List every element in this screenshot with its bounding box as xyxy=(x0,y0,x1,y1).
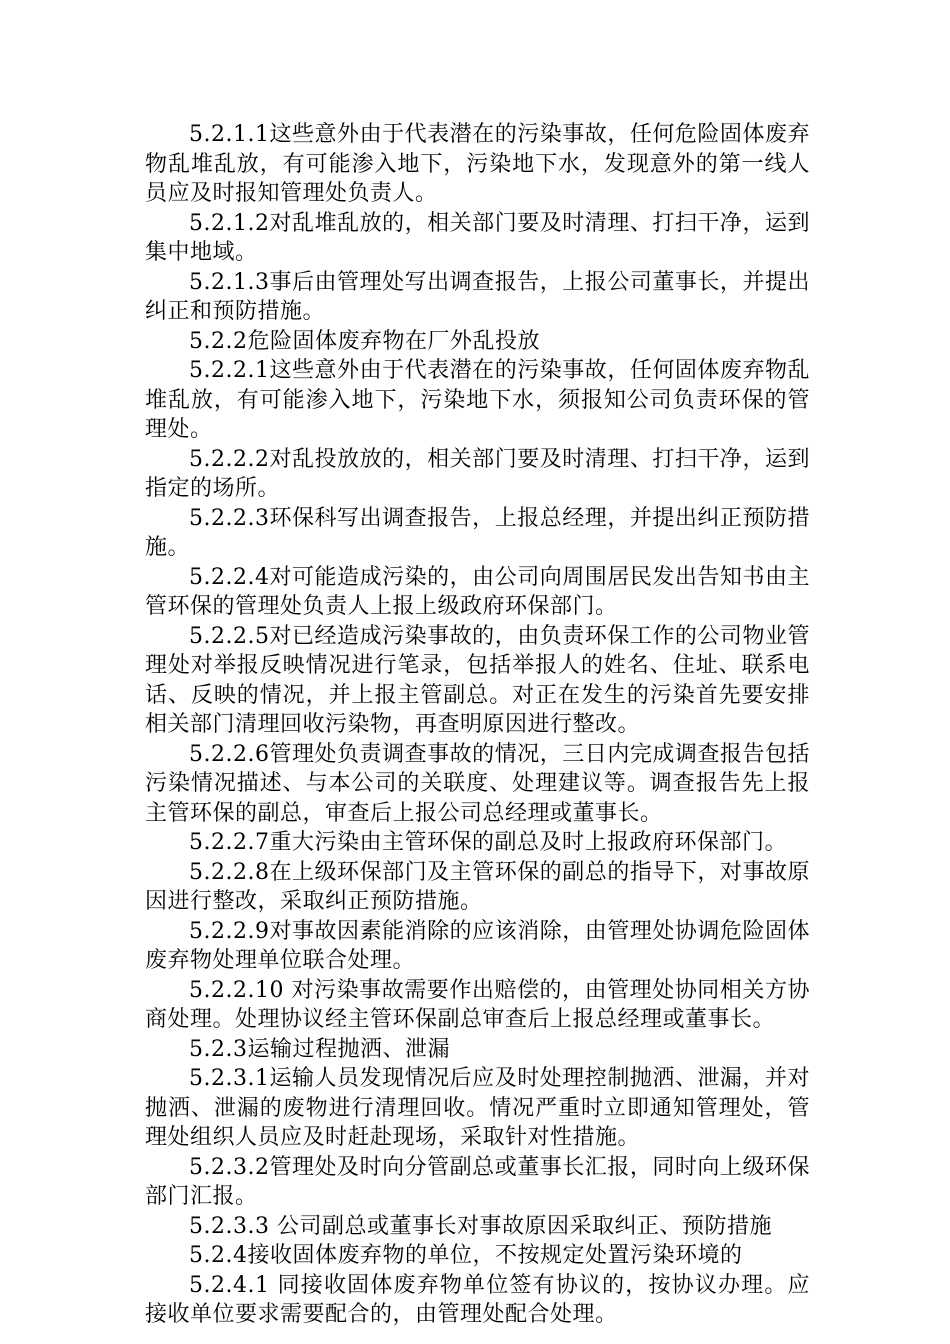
section-heading-5-2-3: 5.2.3运输过程抛洒、泄漏 xyxy=(189,1036,450,1062)
section-heading-5-2-4: 5.2.4接收固体废弃物的单位，不按规定处置污染环境的 xyxy=(189,1243,743,1268)
paragraph-5-2-3-1: 5.2.3.1运输人员发现情况后应及时处理控制抛洒、泄漏，并对抛洒、泄漏的废物进行清理回收。情况严重时立即通知管理处，管理处组织人员应及时赶赴现场，采取针对性措施。 xyxy=(145,1066,810,1150)
paragraph-5-2-2-1: 5.2.2.1这些意外由于代表潜在的污染事故，任何固体废弃物乱堆乱放，有可能渗入地下，污染地下水，须报知公司负责环保的管理处。 xyxy=(145,358,810,442)
paragraph-5-2-2-3: 5.2.2.3环保科写出调查报告，上报总经理，并提出纠正预防措施。 xyxy=(145,505,810,560)
paragraph-5-2-3-3: 5.2.3.3 公司副总或董事长对事故原因采取纠正、预防措施 xyxy=(189,1213,772,1239)
document-body xyxy=(145,120,810,1330)
paragraph-5-2-2-7: 5.2.2.7重大污染由主管环保的副总及时上报政府环保部门。 xyxy=(189,830,787,855)
paragraph-5-2-1-2: 5.2.1.2对乱堆乱放的，相关部门要及时清理、打扫干净，运到集中地域。 xyxy=(145,210,810,265)
paragraph-5-2-2-6: 5.2.2.6管理处负责调查事故的情况，三日内完成调查报告包括污染情况描述、与本公司的关联度、处理建议等。调查报告先上报主管环保的副总，审查后上报公司总经理或董事长。 xyxy=(145,741,810,826)
paragraph-5-2-2-2: 5.2.2.2对乱投放放的，相关部门要及时清理、打扫干净，运到指定的场所。 xyxy=(145,446,810,501)
paragraph-5-2-2-10: 5.2.2.10 对污染事故需要作出赔偿的，由管理处协同相关方协商处理。处理协议经主管环保副总审查后上报总经理或董事长。 xyxy=(145,977,810,1032)
paragraph-5-2-2-9: 5.2.2.9对事故因素能消除的应该消除，由管理处协调危险固体废弃物处理单位联合处理。 xyxy=(145,918,810,973)
paragraph-5-2-2-8: 5.2.2.8在上级环保部门及主管环保的副总的指导下，对事故原因进行整改，采取纠正预防措施。 xyxy=(145,859,810,914)
paragraph-5-2-2-4: 5.2.2.4对可能造成污染的，由公司向周围居民发出告知书由主管环保的管理处负责人上报上级政府环保部门。 xyxy=(145,564,810,619)
paragraph-5-2-1-3: 5.2.1.3事后由管理处写出调查报告，上报公司董事长，并提出纠正和预防措施。 xyxy=(145,269,810,324)
paragraph-5-2-4-1: 5.2.4.1 同接收固体废弃物单位签有协议的，按协议办理。应接收单位要求需要配合的，由管理处配合处理。 xyxy=(145,1272,810,1327)
paragraph-5-2-3-2: 5.2.3.2管理处及时向分管副总或董事长汇报，同时向上级环保部门汇报。 xyxy=(145,1154,810,1209)
section-heading-5-2-2: 5.2.2危险固体废弃物在厂外乱投放 xyxy=(189,328,540,354)
paragraph-5-2-2-5: 5.2.2.5对已经造成污染事故的，由负责环保工作的公司物业管理处对举报反映情况进行笔录，包括举报人的姓名、住址、联系电话、反映的情况，并上报主管副总。对正在发生的污染首先要安排相关部门清理回收污染物，再查明原因进行整改。 xyxy=(145,623,810,737)
paragraph-5-2-1-1: 5.2.1.1这些意外由于代表潜在的污染事故，任何危险固体废弃物乱堆乱放，有可能渗入地下，污染地下水，发现意外的第一线人员应及时报知管理处负责人。 xyxy=(145,122,810,206)
